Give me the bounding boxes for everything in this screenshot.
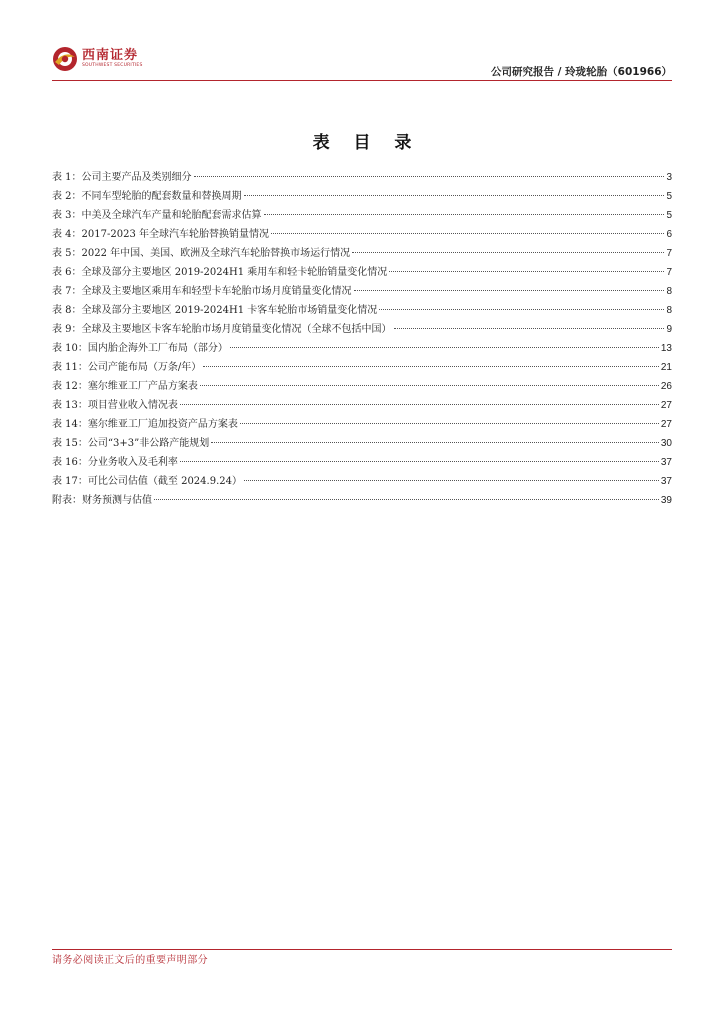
toc-leader-dots [264,214,665,215]
company-logo [52,44,143,74]
toc-entry-label: 表 10：国内胎企海外工厂布局（部分） [52,343,228,354]
toc-entry[interactable] [52,415,672,434]
toc-entry[interactable] [52,339,672,358]
toc-entry[interactable] [52,358,672,377]
toc-entry-label: 表 5：2022 年中国、美国、欧洲及全球汽车轮胎替换市场运行情况 [52,248,351,259]
toc-entry-label: 表 8：全球及部分主要地区 2019-2024H1 卡客车轮胎市场销量变化情况 [52,305,378,316]
toc-entry-label: 附表：财务预测与估值 [52,495,152,506]
toc-entry-page: 8 [666,286,672,297]
toc-entry[interactable] [52,434,672,453]
toc-leader-dots [180,404,659,405]
footer-disclaimer: 请务必阅读正文后的重要声明部分 [52,955,208,966]
toc-entry-page: 39 [660,495,672,506]
toc-entry-page: 27 [660,419,672,430]
toc-entry-page: 37 [660,457,672,468]
table-of-tables-title: 表 目 录 [312,133,421,153]
logo-chinese-name: 西南证券 [82,48,139,64]
toc-entry[interactable] [52,320,672,339]
toc-entry-label: 表 6：全球及部分主要地区 2019-2024H1 乘用车和轻卡轮胎销量变化情况 [52,267,388,278]
toc-entry-page: 30 [660,438,672,449]
toc-entry-label: 表 14：塞尔维亚工厂追加投资产品方案表 [52,419,238,430]
logo-wordmark [82,49,143,69]
toc-leader-dots [180,461,659,462]
toc-entry[interactable] [52,396,672,415]
toc-entry-label: 表 1：公司主要产品及类别细分 [52,172,192,183]
toc-leader-dots [230,347,659,348]
header-divider [52,80,672,81]
toc-entry[interactable] [52,263,672,282]
toc-entry-page: 27 [660,400,672,411]
toc-leader-dots [203,366,659,367]
toc-entry-label: 表 7：全球及主要地区乘用车和轻型卡车轮胎市场月度销量变化情况 [52,286,352,297]
toc-leader-dots [271,233,664,234]
toc-entry-page: 37 [660,476,672,487]
toc-entry-label: 表 4：2017-2023 年全球汽车轮胎替换销量情况 [52,229,269,240]
toc-entry[interactable] [52,187,672,206]
toc-entry-page: 21 [660,362,672,373]
toc-entry-label: 表 15：公司“3+3”非公路产能规划 [52,438,210,449]
toc-entry-label: 表 17：可比公司估值（截至 2024.9.24） [52,476,242,487]
southwest-securities-logo-icon [52,46,78,72]
toc-entry[interactable] [52,225,672,244]
toc-entry-label: 表 3：中美及全球汽车产量和轮胎配套需求估算 [52,210,262,221]
toc-entry-label: 表 11：公司产能布局（万条/年） [52,362,202,373]
toc-leader-dots [194,176,665,177]
toc-leader-dots [352,252,664,253]
toc-leader-dots [240,423,659,424]
toc-entry[interactable] [52,244,672,263]
toc-entry-page: 9 [666,324,672,335]
toc-entry-label: 表 13：项目营业收入情况表 [52,400,178,411]
toc-leader-dots [354,290,665,291]
toc-entry[interactable] [52,282,672,301]
toc-leader-dots [154,499,659,500]
toc-entry[interactable] [52,472,672,491]
toc-entry[interactable] [52,168,672,187]
toc-leader-dots [244,195,665,196]
toc-entry-page: 7 [666,248,672,259]
toc-entry-page: 8 [666,305,672,316]
toc-entry-page: 6 [666,229,672,240]
toc-entry[interactable] [52,377,672,396]
toc-entry-label: 表 12：塞尔维亚工厂产品方案表 [52,381,198,392]
toc-entry[interactable] [52,453,672,472]
logo-english-name: SOUTHWEST SECURITIES [82,63,143,69]
footer-divider [52,949,672,950]
table-of-tables-list [52,168,672,510]
toc-entry-page: 13 [660,343,672,354]
toc-entry-page: 26 [660,381,672,392]
toc-entry-page: 5 [666,210,672,221]
toc-entry[interactable] [52,491,672,510]
toc-entry-label: 表 9：全球及主要地区卡客车轮胎市场月度销量变化情况（全球不包括中国） [52,324,392,335]
toc-leader-dots [389,271,664,272]
toc-entry-label: 表 2：不同车型轮胎的配套数量和替换周期 [52,191,242,202]
toc-leader-dots [200,385,659,386]
toc-leader-dots [394,328,665,329]
toc-leader-dots [379,309,664,310]
toc-entry-page: 5 [666,191,672,202]
toc-entry-page: 3 [666,172,672,183]
toc-entry[interactable] [52,206,672,225]
report-type-label: 公司研究报告 / 玲珑轮胎（601966） [491,66,672,78]
toc-leader-dots [244,480,659,481]
toc-leader-dots [211,442,659,443]
toc-entry-page: 7 [666,267,672,278]
toc-entry-label: 表 16：分业务收入及毛利率 [52,457,178,468]
toc-entry[interactable] [52,301,672,320]
